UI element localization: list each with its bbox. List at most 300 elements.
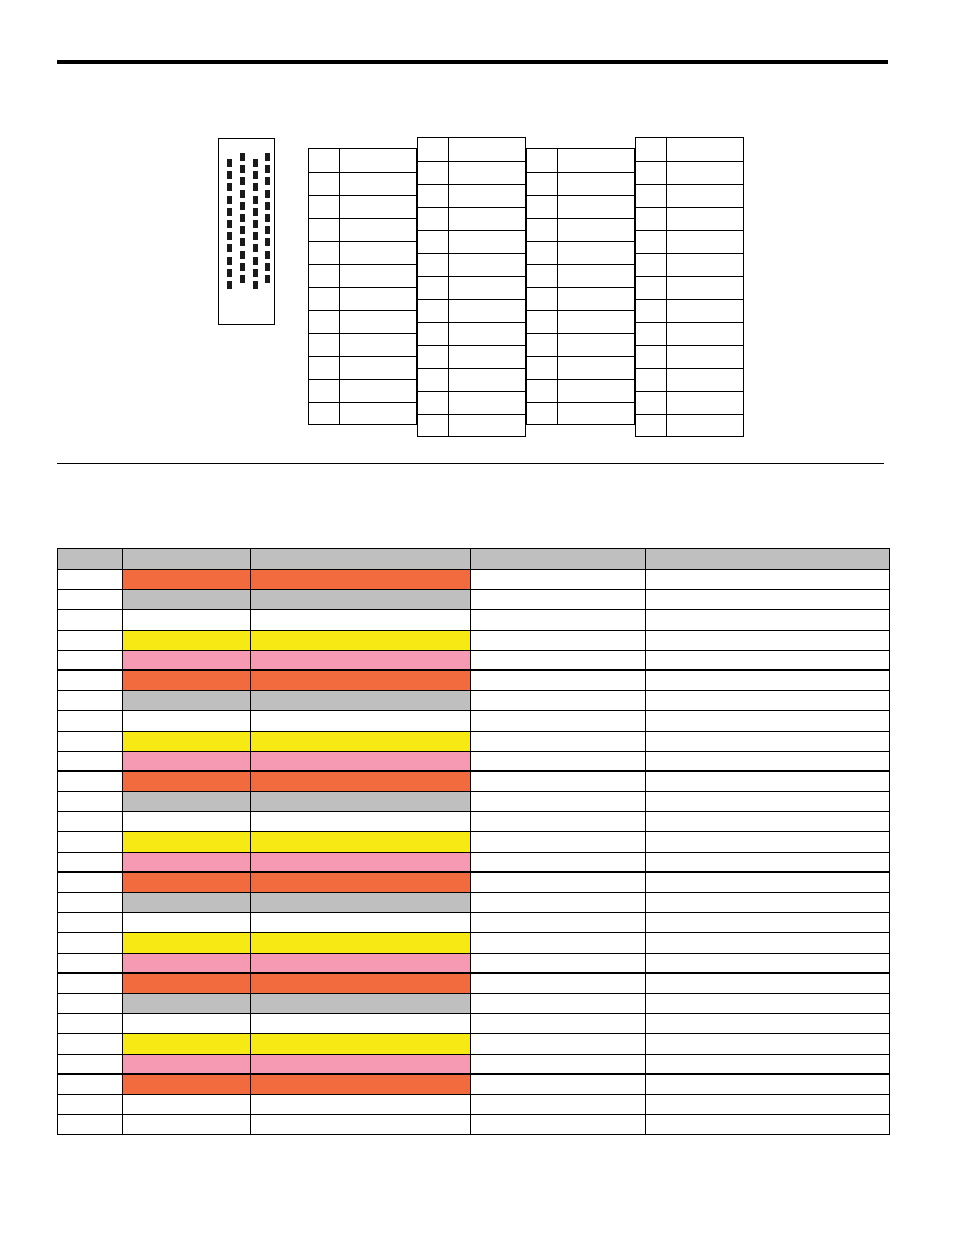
table-cell <box>123 933 251 953</box>
table-cell <box>646 953 890 973</box>
table-cell <box>646 1115 890 1135</box>
pin-column-3 <box>526 148 635 425</box>
connector-pin-icon <box>240 238 245 246</box>
table-row <box>58 570 890 590</box>
table-cell <box>471 650 646 670</box>
pin-row <box>636 184 743 207</box>
connector-diagram <box>218 138 275 325</box>
table-cell <box>123 913 251 933</box>
pin-number-cell <box>309 288 340 310</box>
table-row <box>58 792 890 812</box>
pin-row <box>418 230 525 253</box>
pin-row <box>527 218 634 241</box>
table-cell <box>58 1014 123 1034</box>
table-cell <box>251 1054 471 1074</box>
table-cell <box>646 1054 890 1074</box>
table-row <box>58 1014 890 1034</box>
table-cell <box>123 1074 251 1094</box>
table-cell <box>251 812 471 832</box>
table-cell <box>471 792 646 812</box>
table-cell <box>123 1034 251 1054</box>
table-cell <box>471 993 646 1013</box>
table-cell <box>251 872 471 892</box>
pin-number-cell <box>418 300 449 322</box>
pin-column-1 <box>308 148 417 425</box>
pin-number-cell <box>527 149 558 172</box>
table-cell <box>646 893 890 913</box>
pin-number-cell <box>527 196 558 218</box>
table-row <box>58 913 890 933</box>
connector-pin-icon <box>240 263 245 271</box>
connector-pin-icon <box>253 208 258 216</box>
pin-number-cell <box>309 196 340 218</box>
pin-row <box>527 333 634 356</box>
table-cell <box>646 872 890 892</box>
pin-row <box>527 402 634 425</box>
pin-row <box>636 345 743 368</box>
table-cell <box>646 650 890 670</box>
connector-pin-icon <box>265 226 270 234</box>
table-cell <box>251 893 471 913</box>
table-cell <box>123 670 251 690</box>
pin-number-cell <box>418 392 449 414</box>
pin-number-cell <box>636 300 667 322</box>
table-cell <box>646 771 890 791</box>
header-cell-color-name <box>251 549 471 570</box>
pin-row <box>636 138 743 161</box>
pin-number-cell <box>418 346 449 368</box>
table-cell <box>251 590 471 610</box>
pin-row <box>309 172 416 195</box>
table-cell <box>123 993 251 1013</box>
pin-row <box>418 253 525 276</box>
table-row <box>58 610 890 630</box>
pin-row <box>527 379 634 402</box>
table-cell <box>471 812 646 832</box>
pin-row <box>636 161 743 184</box>
pin-row <box>418 391 525 414</box>
table-cell <box>58 711 123 731</box>
table-row <box>58 893 890 913</box>
table-cell <box>58 933 123 953</box>
table-cell <box>471 1074 646 1094</box>
pin-row <box>636 368 743 391</box>
table-cell <box>646 852 890 872</box>
pin-number-cell <box>527 357 558 379</box>
header-cell-pin <box>58 549 123 570</box>
table-cell <box>58 670 123 690</box>
pin-number-cell <box>527 219 558 241</box>
table-cell <box>646 1094 890 1114</box>
table-row <box>58 1115 890 1135</box>
connector-pin-icon <box>265 275 270 283</box>
pin-row <box>527 172 634 195</box>
table-row <box>58 1074 890 1094</box>
pin-row <box>418 414 525 437</box>
table-cell <box>251 570 471 590</box>
table-cell <box>471 630 646 650</box>
table-cell <box>58 872 123 892</box>
connector-pin-icon <box>227 159 232 167</box>
table-row <box>58 691 890 711</box>
wire-color-table <box>57 548 890 1135</box>
connector-pin-icon <box>253 159 258 167</box>
table-cell <box>646 1074 890 1094</box>
table-cell <box>123 751 251 771</box>
table-row <box>58 832 890 852</box>
pin-column-2 <box>417 137 526 437</box>
pin-number-cell <box>527 334 558 356</box>
pin-number-cell <box>636 415 667 437</box>
table-cell <box>471 872 646 892</box>
table-cell <box>251 1014 471 1034</box>
table-cell <box>471 973 646 993</box>
connector-pin-icon <box>227 196 232 204</box>
pin-number-cell <box>418 415 449 437</box>
table-body <box>58 570 890 1135</box>
table-cell <box>123 1094 251 1114</box>
table-cell <box>471 832 646 852</box>
pin-row <box>527 241 634 264</box>
connector-pin-icon <box>227 232 232 240</box>
pin-number-cell <box>418 254 449 276</box>
connector-pin-icon <box>253 269 258 277</box>
table-cell <box>471 691 646 711</box>
header-cell-signal <box>471 549 646 570</box>
top-rule <box>57 60 888 64</box>
pin-number-cell <box>527 242 558 264</box>
table-cell <box>58 1115 123 1135</box>
table-row <box>58 933 890 953</box>
table-cell <box>123 872 251 892</box>
pin-number-cell <box>418 277 449 299</box>
table-row <box>58 973 890 993</box>
connector-pin-icon <box>265 238 270 246</box>
table-cell <box>58 650 123 670</box>
table-cell <box>58 771 123 791</box>
table-cell <box>471 590 646 610</box>
pin-number-cell <box>636 369 667 391</box>
connector-pin-icon <box>253 257 258 265</box>
pin-row <box>527 356 634 379</box>
pin-row <box>418 345 525 368</box>
table-cell <box>251 751 471 771</box>
connector-pin-icon <box>253 232 258 240</box>
table-cell <box>123 771 251 791</box>
table-cell <box>471 771 646 791</box>
pin-number-cell <box>527 288 558 310</box>
pin-row <box>636 299 743 322</box>
pin-number-cell <box>418 369 449 391</box>
table-cell <box>123 650 251 670</box>
pin-row <box>309 264 416 287</box>
connector-pin-icon <box>253 183 258 191</box>
pin-row <box>527 195 634 218</box>
table-cell <box>58 812 123 832</box>
table-cell <box>471 1054 646 1074</box>
table-cell <box>58 630 123 650</box>
pin-number-cell <box>309 173 340 195</box>
table-cell <box>58 953 123 973</box>
table-cell <box>471 953 646 973</box>
table-cell <box>471 893 646 913</box>
table-cell <box>646 731 890 751</box>
pin-number-cell <box>636 208 667 230</box>
pin-number-cell <box>636 231 667 253</box>
pin-number-cell <box>527 265 558 287</box>
table-cell <box>58 570 123 590</box>
table-cell <box>471 1115 646 1135</box>
table-cell <box>58 1094 123 1114</box>
table-cell <box>58 590 123 610</box>
table-cell <box>251 711 471 731</box>
table-cell <box>646 670 890 690</box>
pin-number-cell <box>527 173 558 195</box>
table-cell <box>58 1074 123 1094</box>
table-cell <box>123 852 251 872</box>
table-cell <box>58 973 123 993</box>
table-cell <box>58 1034 123 1054</box>
pin-row <box>636 207 743 230</box>
connector-pin-icon <box>265 190 270 198</box>
table-cell <box>251 650 471 670</box>
table-row <box>58 751 890 771</box>
connector-pin-icon <box>253 281 258 289</box>
pin-row <box>309 195 416 218</box>
pin-number-cell <box>418 323 449 345</box>
connector-pin-icon <box>253 244 258 252</box>
table-cell <box>251 973 471 993</box>
pin-number-cell <box>418 138 449 161</box>
pin-number-cell <box>636 346 667 368</box>
table-cell <box>123 893 251 913</box>
table-cell <box>58 893 123 913</box>
table-cell <box>251 670 471 690</box>
table-cell <box>251 953 471 973</box>
pin-row <box>309 149 416 172</box>
table-cell <box>251 691 471 711</box>
pin-row <box>309 218 416 241</box>
connector-pin-icon <box>227 171 232 179</box>
table-cell <box>123 1115 251 1135</box>
table-cell <box>471 913 646 933</box>
pin-row <box>527 264 634 287</box>
table-cell <box>471 1014 646 1034</box>
table-cell <box>123 711 251 731</box>
table-row <box>58 993 890 1013</box>
table-row <box>58 1094 890 1114</box>
table-cell <box>646 570 890 590</box>
table-cell <box>123 973 251 993</box>
pin-number-cell <box>527 380 558 402</box>
connector-pin-icon <box>240 190 245 198</box>
pin-row <box>418 184 525 207</box>
pin-number-cell <box>309 357 340 379</box>
pin-number-cell <box>309 219 340 241</box>
pin-number-cell <box>636 185 667 207</box>
header-cell-color <box>123 549 251 570</box>
pin-row <box>418 207 525 230</box>
table-cell <box>123 630 251 650</box>
pin-row <box>636 322 743 345</box>
table-row <box>58 650 890 670</box>
table-cell <box>646 792 890 812</box>
table-cell <box>646 933 890 953</box>
table-cell <box>471 933 646 953</box>
table-cell <box>471 570 646 590</box>
connector-pin-icon <box>240 226 245 234</box>
table-cell <box>471 1094 646 1114</box>
table-cell <box>123 1054 251 1074</box>
connector-pin-icon <box>240 177 245 185</box>
table-cell <box>646 610 890 630</box>
table-row <box>58 630 890 650</box>
pin-row <box>309 241 416 264</box>
table-cell <box>646 832 890 852</box>
pin-row <box>418 299 525 322</box>
pin-row <box>527 149 634 172</box>
pin-number-cell <box>309 242 340 264</box>
table-cell <box>471 711 646 731</box>
pin-number-cell <box>309 149 340 172</box>
table-row <box>58 590 890 610</box>
table-cell <box>251 1115 471 1135</box>
table-cell <box>471 731 646 751</box>
table-cell <box>58 913 123 933</box>
pin-number-cell <box>309 265 340 287</box>
table-cell <box>58 852 123 872</box>
connector-pin-icon <box>227 269 232 277</box>
pin-row <box>309 402 416 425</box>
connector-pin-icon <box>227 208 232 216</box>
table-cell <box>58 832 123 852</box>
table-cell <box>646 590 890 610</box>
table-cell <box>646 1034 890 1054</box>
table-row <box>58 731 890 751</box>
pin-row <box>418 161 525 184</box>
table-cell <box>123 953 251 973</box>
table-cell <box>471 852 646 872</box>
pin-number-cell <box>418 208 449 230</box>
pin-number-cell <box>636 277 667 299</box>
table-cell <box>123 812 251 832</box>
table-cell <box>251 610 471 630</box>
connector-pin-icon <box>240 153 245 161</box>
pin-number-cell <box>636 323 667 345</box>
table-cell <box>58 993 123 1013</box>
table-cell <box>123 590 251 610</box>
connector-pin-icon <box>227 281 232 289</box>
pin-row <box>418 368 525 391</box>
connector-pin-icon <box>265 263 270 271</box>
table-cell <box>646 630 890 650</box>
table-row <box>58 771 890 791</box>
pin-row <box>309 333 416 356</box>
table-cell <box>471 751 646 771</box>
table-row <box>58 670 890 690</box>
connector-pin-icon <box>253 196 258 204</box>
pin-row <box>418 138 525 161</box>
table-cell <box>58 610 123 630</box>
connector-pin-icon <box>240 214 245 222</box>
table-header-row <box>58 549 890 570</box>
pin-number-cell <box>418 162 449 184</box>
pin-row <box>418 322 525 345</box>
table-cell <box>646 691 890 711</box>
connector-pin-icon <box>253 220 258 228</box>
pin-number-cell <box>527 311 558 333</box>
connector-pin-icon <box>265 153 270 161</box>
table-cell <box>471 1034 646 1054</box>
connector-pin-icon <box>265 177 270 185</box>
pin-number-cell <box>636 138 667 161</box>
pin-number-cell <box>636 254 667 276</box>
table-cell <box>123 731 251 751</box>
table-cell <box>646 993 890 1013</box>
pin-number-cell <box>418 185 449 207</box>
pin-row <box>527 310 634 333</box>
connector-pin-icon <box>265 202 270 210</box>
connector-pin-icon <box>240 165 245 173</box>
header-cell-description <box>646 549 890 570</box>
table-cell <box>251 1094 471 1114</box>
table-row <box>58 953 890 973</box>
connector-pin-icon <box>227 244 232 252</box>
pin-row <box>636 253 743 276</box>
pin-row <box>309 356 416 379</box>
table-row <box>58 711 890 731</box>
pin-column-4 <box>635 137 744 437</box>
table-cell <box>646 1014 890 1034</box>
connector-pin-icon <box>253 171 258 179</box>
pin-number-cell <box>418 231 449 253</box>
pin-number-cell <box>309 403 340 425</box>
table-cell <box>251 771 471 791</box>
table-cell <box>646 751 890 771</box>
connector-pin-icon <box>240 251 245 259</box>
table-cell <box>58 731 123 751</box>
pin-row <box>309 379 416 402</box>
connector-pin-icon <box>265 251 270 259</box>
connector-pin-icon <box>227 220 232 228</box>
table-cell <box>123 691 251 711</box>
table-cell <box>251 630 471 650</box>
pin-row <box>527 287 634 310</box>
table-cell <box>251 792 471 812</box>
pin-row <box>636 276 743 299</box>
table-cell <box>58 1054 123 1074</box>
pin-number-cell <box>636 162 667 184</box>
connector-pin-icon <box>240 275 245 283</box>
table-cell <box>251 1074 471 1094</box>
pin-number-cell <box>309 311 340 333</box>
table-row <box>58 852 890 872</box>
table-row <box>58 1054 890 1074</box>
table-row <box>58 812 890 832</box>
table-cell <box>251 731 471 751</box>
pin-number-cell <box>309 380 340 402</box>
pin-row <box>309 310 416 333</box>
table-cell <box>123 610 251 630</box>
pin-row <box>636 230 743 253</box>
table-cell <box>251 1034 471 1054</box>
table-row <box>58 872 890 892</box>
table-cell <box>646 812 890 832</box>
table-row <box>58 1034 890 1054</box>
connector-pin-icon <box>240 202 245 210</box>
table-cell <box>251 993 471 1013</box>
table-cell <box>471 670 646 690</box>
